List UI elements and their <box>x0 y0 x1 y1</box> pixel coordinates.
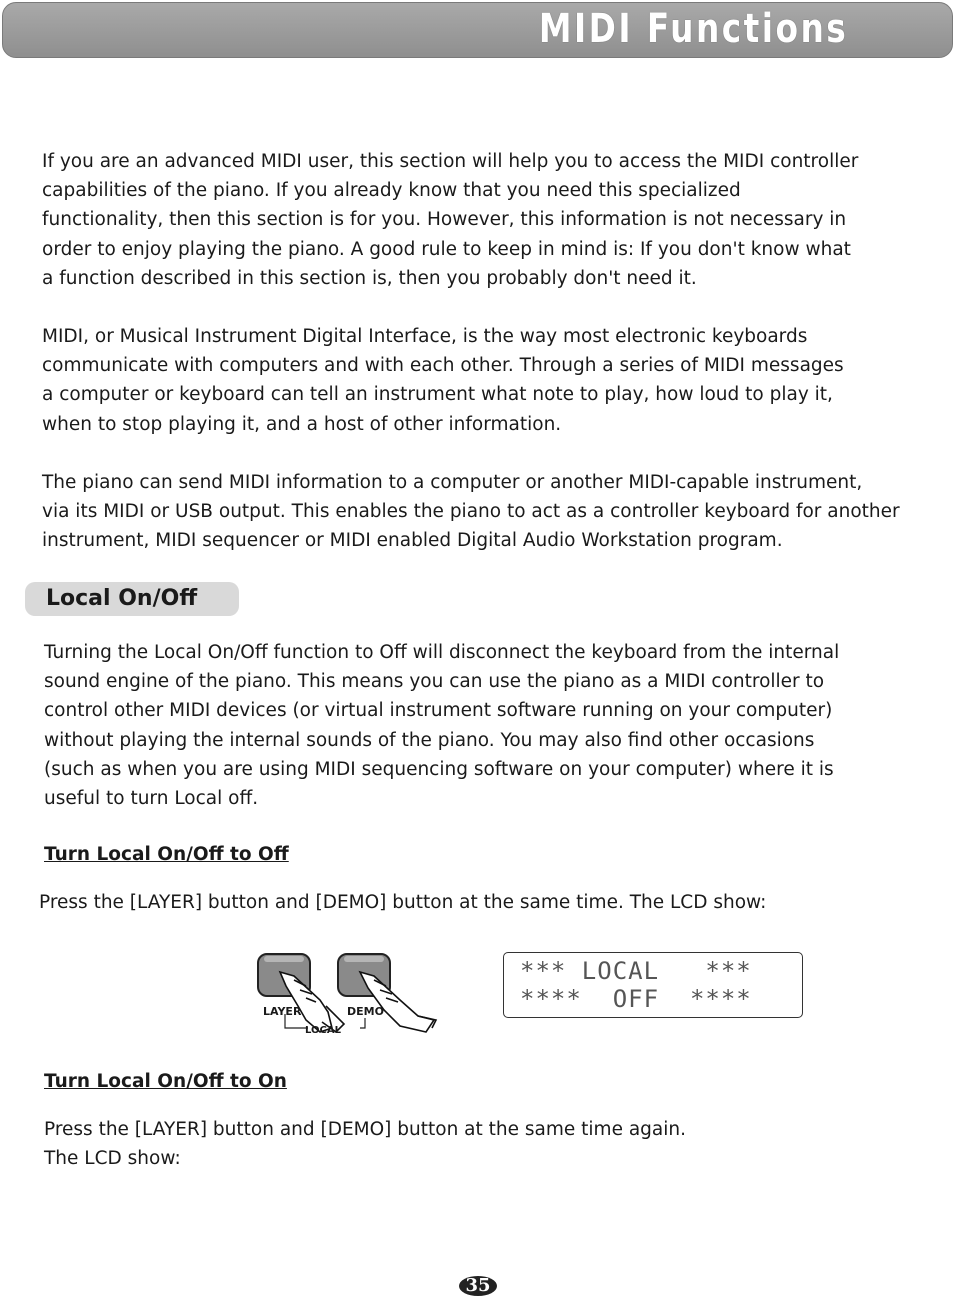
page-number: 35 <box>465 1275 491 1296</box>
intro-paragraph-2: MIDI, or Musical Instrument Digital Interface, is the way most electronic keyboards communicate with computers and with each other. Through a series of MIDI messages a computer or keyboard can tell an instrument what note to play, how loud to play it, when to stop playing it, and a host of other information. <box>42 326 844 435</box>
step-local-off: Press the [LAYER] button and [DEMO] button at the same time. The LCD show: <box>39 892 767 913</box>
lcd-display <box>503 952 803 1018</box>
hand-left-icon <box>280 972 344 1032</box>
section-heading-local: Local On/Off <box>46 586 198 611</box>
hand-right-icon <box>360 972 436 1032</box>
layer-button-label: LAYER <box>263 1005 302 1018</box>
local-combo-label: LOCAL <box>305 1025 341 1036</box>
button-press-illustration <box>250 946 450 1041</box>
bracket-right <box>360 1018 365 1028</box>
subheading-local-off: Turn Local On/Off to Off <box>44 844 289 865</box>
demo-button-label: DEMO <box>347 1005 384 1018</box>
intro-paragraph-1: If you are an advanced MIDI user, this section will help you to access the MIDI controller capabilities of the piano. If you already know that you need this specialized functionality, then this section is for you. However, this information is not necessary in order to enjoy playing the piano. A good rule to keep in mind is: If you don't know what a function described in this section is, then you probably don't need it. <box>42 151 859 289</box>
lcd-row-1: *** LOCAL *** <box>520 957 752 985</box>
step-local-on: Press the [LAYER] button and [DEMO] button at the same time again. The LCD show: <box>44 1119 686 1169</box>
subheading-local-on: Turn Local On/Off to On <box>44 1071 287 1092</box>
page-title: MIDI Functions <box>538 6 848 52</box>
lcd-row-2: **** OFF **** <box>520 985 752 1013</box>
intro-paragraph-3: The piano can send MIDI information to a computer or another MIDI-capable instrument, via its MIDI or USB output. This enables the piano to act as a controller keyboard for another instrument, MIDI sequencer or MIDI enabled Digital Audio Workstation program. <box>42 472 900 552</box>
local-description: Turning the Local On/Off function to Off will disconnect the keyboard from the internal sound engine of the piano. This means you can use the piano as a MIDI controller to control other MIDI devices (or virtual instrument software running on your computer) without playing the internal sounds of the piano. You may also find other occasions (such as when you are using MIDI sequencing software on your computer) where it is useful to turn Local off. <box>44 642 840 810</box>
